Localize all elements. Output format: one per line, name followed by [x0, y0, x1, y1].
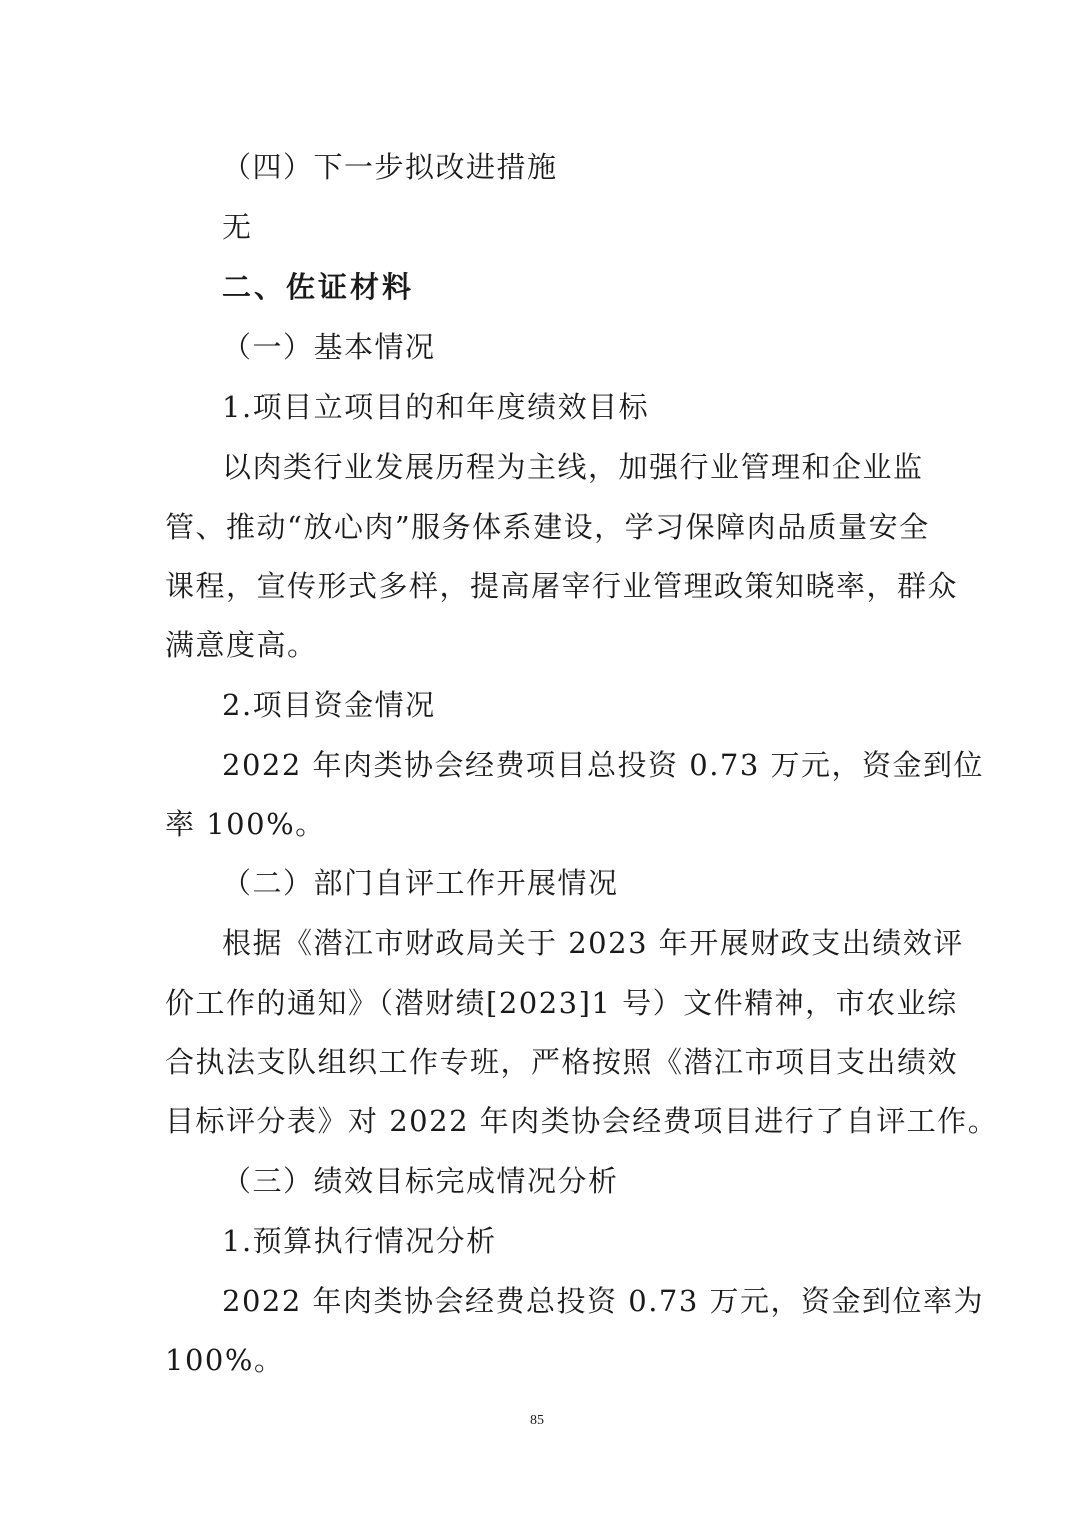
section-2-body-line: 根据《潜江市财政局关于 2023 年开展财政支出绩效评 [222, 926, 964, 960]
section-3-item-1-body-line: 2022 年肉类协会经费总投资 0.73 万元，资金到位率为 [222, 1284, 985, 1318]
item-1-body-line: 课程，宣传形式多样，提高屠宰行业管理政策知晓率，群众 [165, 569, 959, 603]
section-1-heading: （一）基本情况 [222, 330, 436, 364]
item-1-heading: 1.项目立项目的和年度绩效目标 [222, 390, 650, 424]
section-2-body-line: 合执法支队组织工作专班，严格按照《潜江市项目支出绩效 [165, 1045, 959, 1079]
section-3-item-1-heading: 1.预算执行情况分析 [222, 1224, 497, 1258]
item-1-body-line: 管、推动“放心肉”服务体系建设，学习保障肉品质量安全 [165, 510, 930, 544]
item-2-body-line: 2022 年肉类协会经费项目总投资 0.73 万元，资金到位 [222, 748, 985, 782]
section-2-body-line: 价工作的通知》（潜财绩[2023]1 号）文件精神，市农业综 [165, 986, 958, 1020]
page-number: 85 [530, 1413, 544, 1428]
section-4-heading: （四）下一步拟改进措施 [222, 150, 558, 184]
section-2-heading: （二）部门自评工作开展情况 [222, 866, 619, 900]
item-2-body-line: 率 100%。 [165, 807, 326, 841]
item-2-heading: 2.项目资金情况 [222, 688, 436, 722]
section-3-heading: （三）绩效目标完成情况分析 [222, 1164, 619, 1198]
part-2-title: 二、佐证材料 [222, 270, 415, 304]
section-2-body-line: 目标评分表》对 2022 年肉类协会经费项目进行了自评工作。 [165, 1104, 999, 1138]
section-4-body: 无 [222, 210, 253, 244]
section-3-item-1-body-line: 100%。 [165, 1343, 285, 1377]
item-1-body-line: 满意度高。 [165, 628, 318, 662]
item-1-body-line: 以肉类行业发展历程为主线，加强行业管理和企业监 [222, 450, 924, 484]
